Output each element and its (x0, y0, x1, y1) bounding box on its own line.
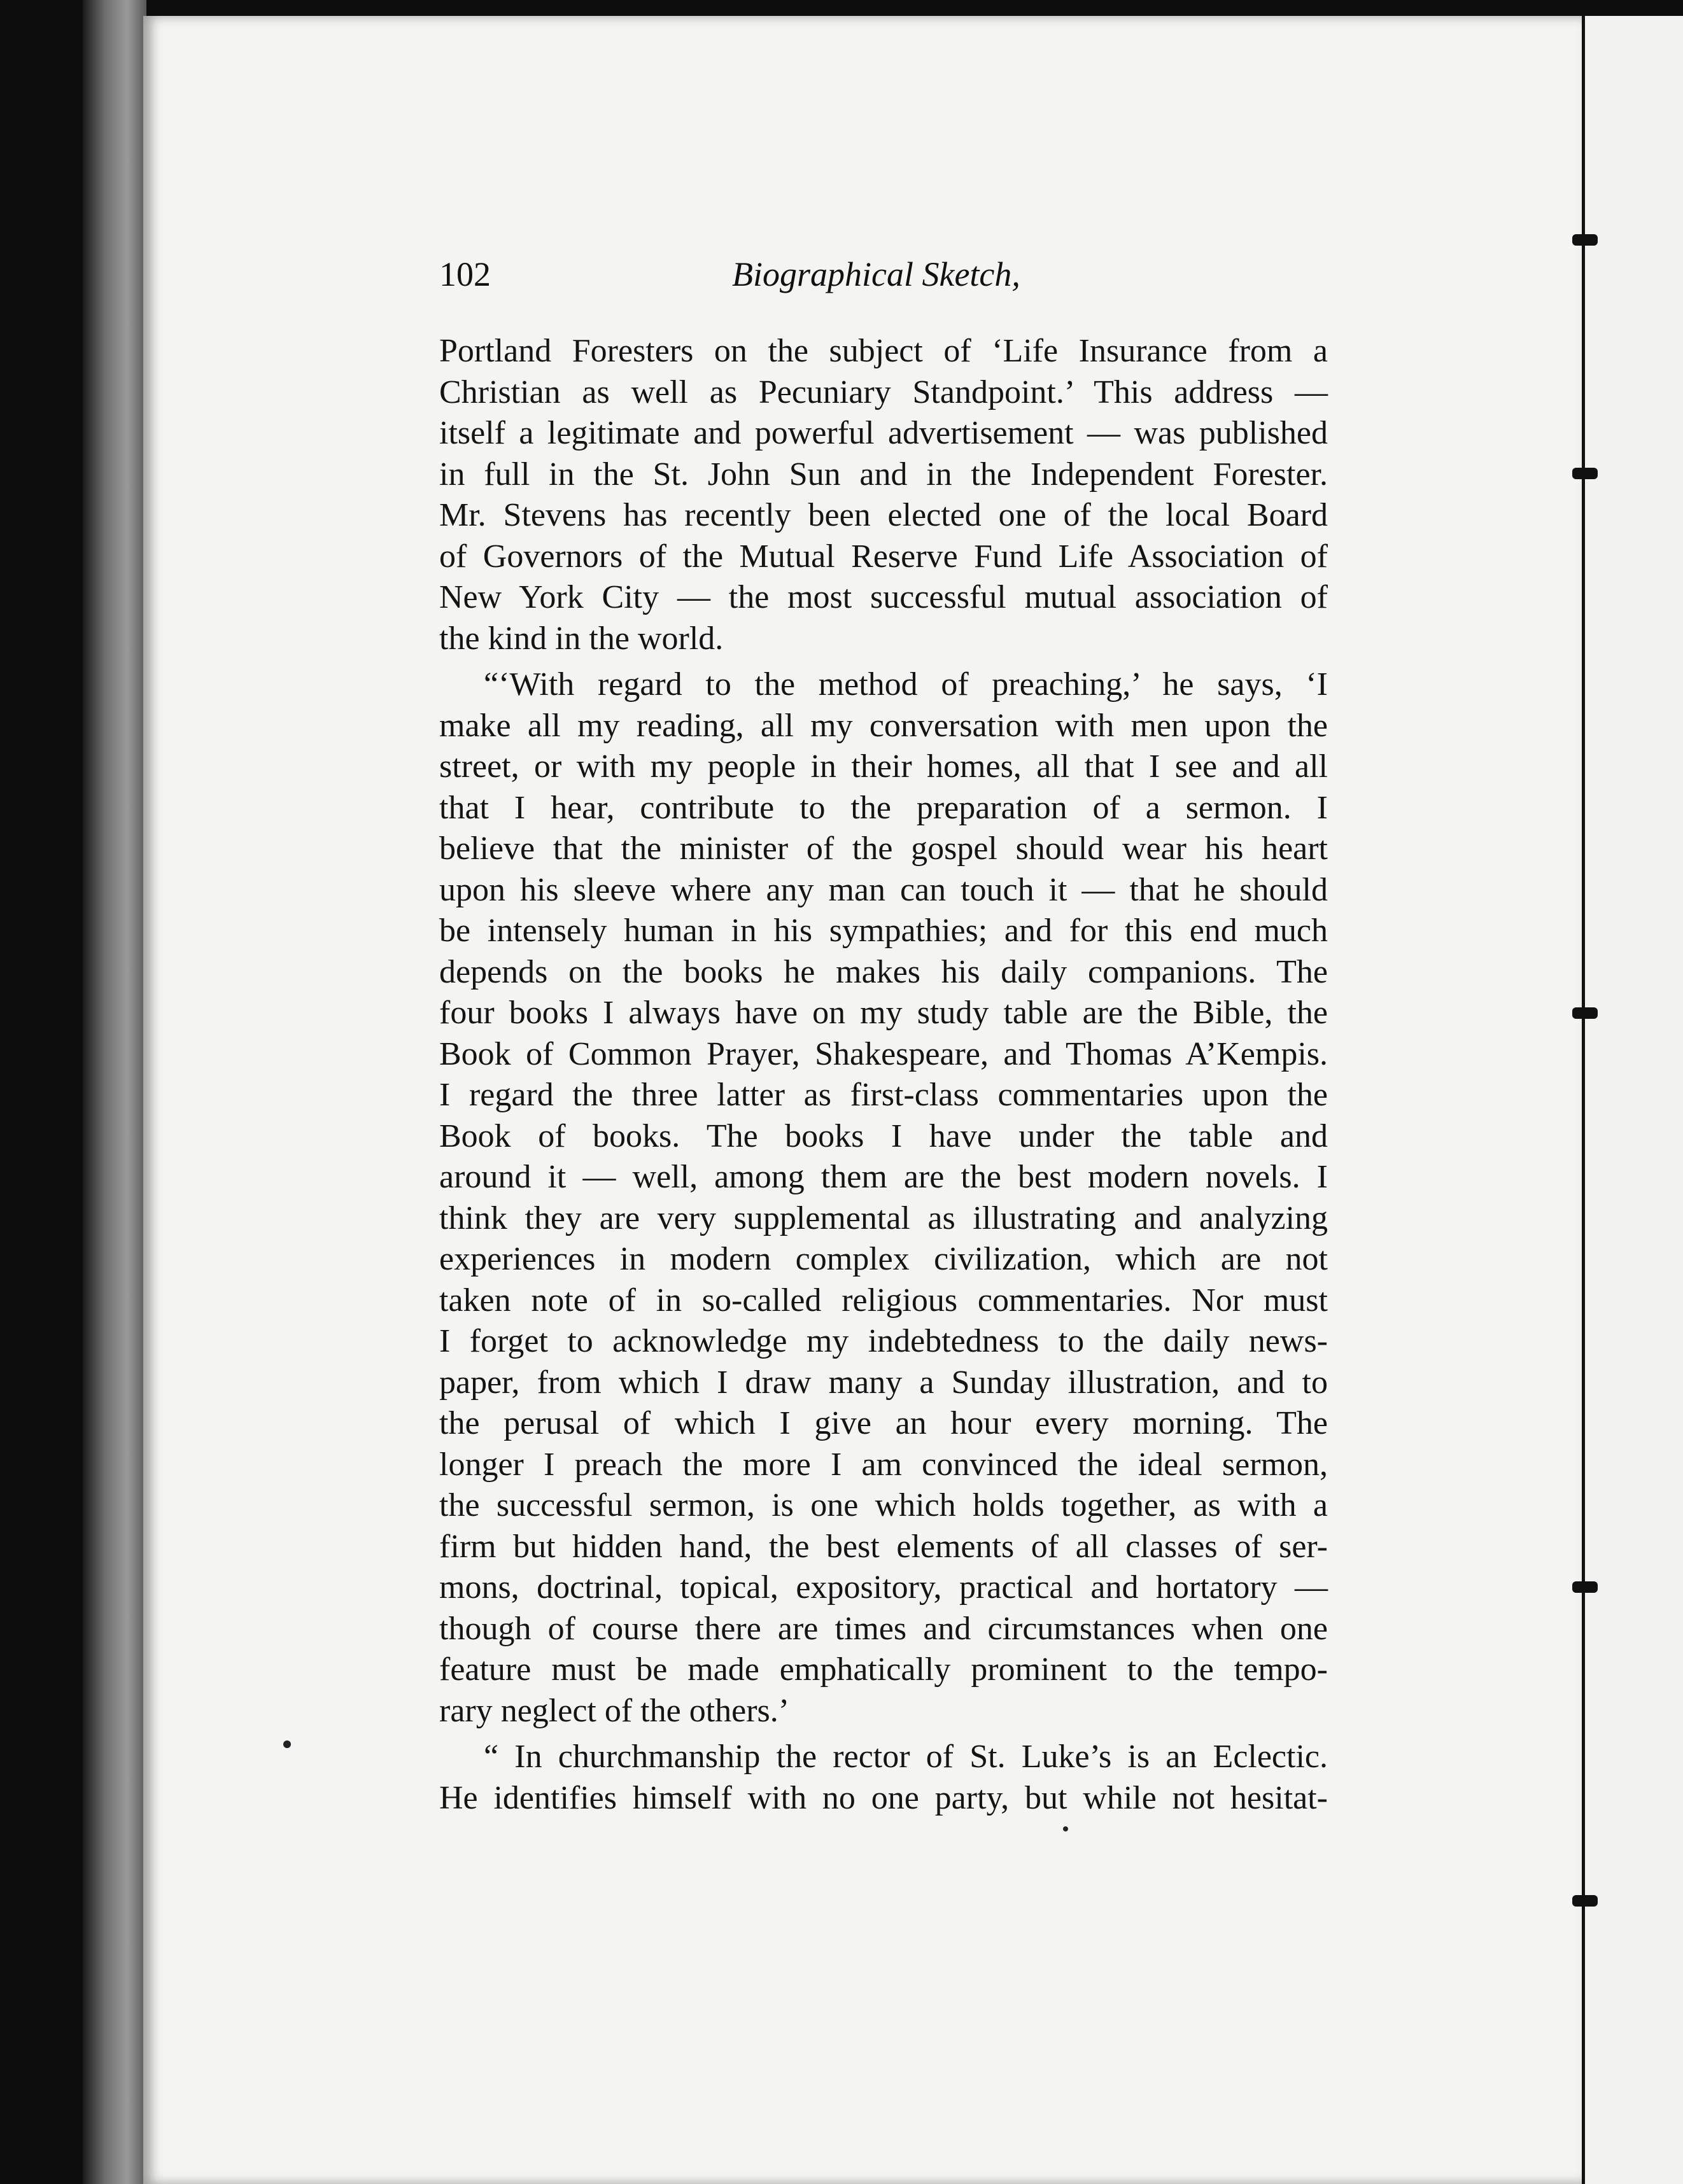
text-line: New York City — the most successful mutual association of (439, 579, 1328, 615)
text-line: Book of books. The books I have under the table and (439, 1117, 1328, 1154)
text-line: of Governors of the Mutual Reserve Fund Life Association of (439, 538, 1328, 575)
ink-speck (283, 1740, 291, 1748)
text-line: though of course there are times and circumstances when one (439, 1610, 1328, 1647)
text-line: I regard the three latter as first-class commentaries upon the (439, 1077, 1328, 1113)
text-line: believe that the minister of the gospel should wear his heart (439, 830, 1328, 867)
text-line: Mr. Stevens has recently been elected one of the local Board (439, 497, 1328, 533)
paragraph (439, 664, 1328, 1732)
text-line: in full in the St. John Sun and in the Independent Forester. (439, 456, 1328, 493)
margin-mark (1572, 468, 1598, 479)
text-line: depends on the books he makes his daily companions. The (439, 953, 1328, 990)
text-line: the kind in the world. (439, 620, 724, 657)
text-line: taken note of in so-called religious commentaries. Nor must (439, 1282, 1328, 1319)
text-line: make all my reading, all my conversation with men upon the (439, 707, 1328, 744)
text-line: “ In churchmanship the rector of St. Luke’s is an Eclectic. (484, 1739, 1328, 1775)
text-line: that I hear, contribute to the preparation of a sermon. I (439, 789, 1328, 826)
text-line: upon his sleeve where any man can touch it — that he should (439, 871, 1328, 908)
page-number: 102 (439, 255, 491, 293)
text-line: rary neglect of the others.’ (439, 1692, 790, 1729)
ink-speck (1063, 1826, 1068, 1831)
text-line: experiences in modern complex civilization, which are not (439, 1241, 1328, 1277)
margin-mark (1572, 1895, 1598, 1907)
paragraph (439, 1737, 1328, 1819)
text-line: paper, from which I draw many a Sunday illustration, and to (439, 1364, 1328, 1401)
text-line: mons, doctrinal, topical, expository, practical and hortatory — (439, 1569, 1328, 1606)
text-line: Book of Common Prayer, Shakespeare, and Thomas A’Kempis. (439, 1035, 1328, 1072)
text-line: the successful sermon, is one which holds together, as with a (439, 1487, 1328, 1523)
text-line: itself a legitimate and powerful advertisement — was published (439, 415, 1328, 451)
text-line: He identifies himself with no one party, but while not hesitat- (439, 1779, 1328, 1816)
margin-mark (1572, 234, 1598, 246)
body-text (439, 331, 1328, 1824)
text-line: be intensely human in his sympathies; and for this end much (439, 913, 1328, 949)
facing-page-edge (1582, 16, 1683, 2184)
text-line: feature must be made emphatically prominent to the tempo- (439, 1651, 1328, 1688)
margin-mark (1572, 1581, 1598, 1593)
text-line: Christian as well as Pecuniary Standpoint.’ This address — (439, 374, 1328, 410)
text-line: the perusal of which I give an hour every morning. The (439, 1405, 1328, 1441)
page-header (439, 255, 1328, 305)
running-head: Biographical Sketch, (732, 255, 1020, 293)
text-line: four books I always have on my study table are the Bible, the (439, 995, 1328, 1031)
text-line: Portland Foresters on the subject of ‘Life Insurance from a (439, 333, 1328, 369)
book-left-edge (83, 0, 146, 2184)
text-line: I forget to acknowledge my indebtedness to the daily news- (439, 1323, 1328, 1359)
paragraph (439, 331, 1328, 659)
text-line: think they are very supplemental as illustrating and analyzing (439, 1200, 1328, 1236)
text-line: “‘With regard to the method of preaching,’ he says, ‘I (484, 666, 1328, 703)
margin-mark (1572, 1007, 1598, 1019)
text-line: street, or with my people in their homes, all that I see and all (439, 748, 1328, 785)
text-line: around it — well, among them are the best modern novels. I (439, 1159, 1328, 1195)
text-line: firm but hidden hand, the best elements of all classes of ser- (439, 1528, 1328, 1565)
text-line: longer I preach the more I am convinced the ideal sermon, (439, 1446, 1328, 1483)
